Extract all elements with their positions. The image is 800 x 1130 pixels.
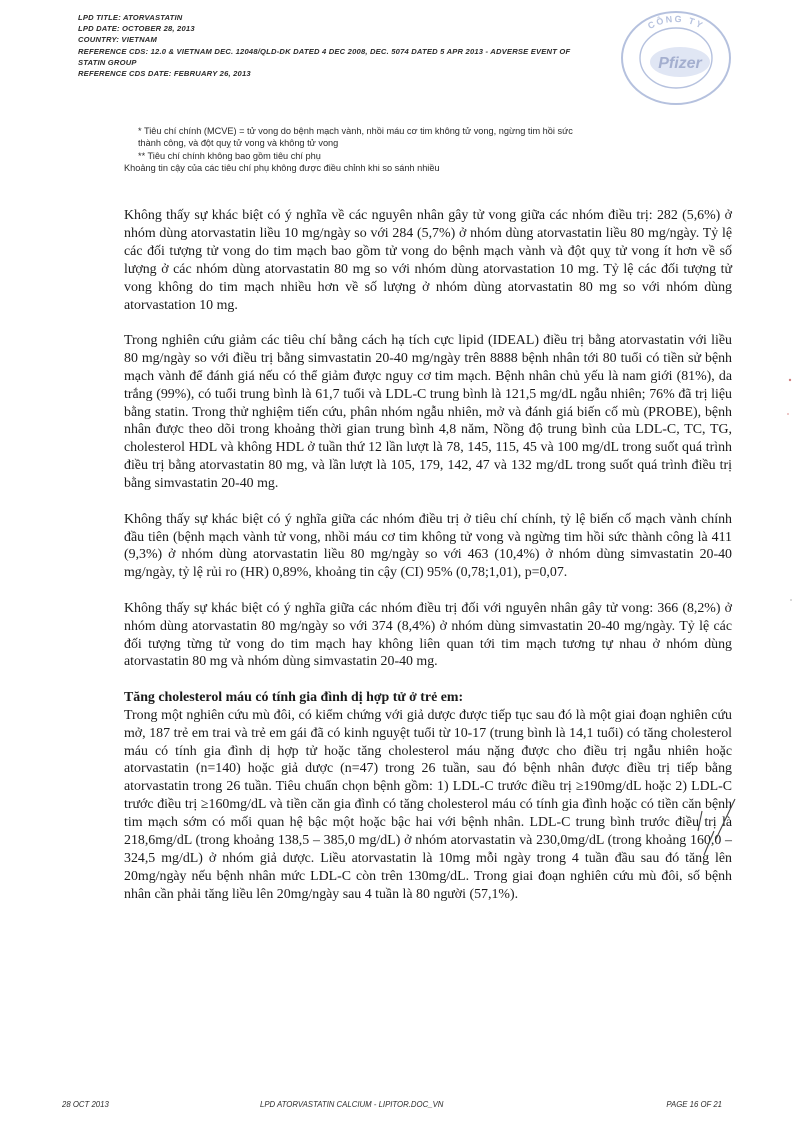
footnote-primary-endpoint-cont: thành công, và đột quỵ tử vong và không tử vong — [138, 138, 339, 149]
footnote-primary-endpoint: * Tiêu chí chính (MCVE) = tử vong do bệnh mạch vành, nhồi máu cơ tim không tử vong, ngừng tim hồi sức — [138, 126, 573, 136]
svg-text:Pfizer: Pfizer — [658, 55, 702, 72]
footer-date: 28 OCT 2013 — [62, 1100, 109, 1109]
header-reference-date: REFERENCE CDS DATE: FEBRUARY 26, 2013 — [78, 69, 251, 79]
paragraph-mortality: Không thấy sự khác biệt có ý nghĩa về các nguyên nhân gây tử vong giữa các nhóm điều trị: 282 (5,6%) ở nhóm dùng atorvastatin liều 10 mg/ngày so với 284 (5,7%) ở nhóm dùng atorvastatin liều 80 mg/ngày. Tỷ lệ các đối tượng tử vong do tim mạch bao gồm tử vong do bệnh mạch vành và đột quỵ tử vong ít hơn về số lượng ở các nhóm dùng atorvastatin 80 mg so với nhóm dùng atorvastation 10 mg. Tỷ lệ các đối tượng tử vong không do tim mạch nhiều hơn về số lượng ở nhóm dùng atorvastatin 80 mg so với nhóm dùng atorvastation 10 mg. — [124, 208, 732, 313]
header-reference: REFERENCE CDS: 12.0 & VIETNAM DEC. 12048/QLD-DK DATED 4 DEC 2008, DEC. 5074 DATED 5 APR 2013 - ADVERSE EVENT OF — [78, 46, 571, 56]
header-date: LPD DATE: OCTOBER 28, 2013 — [78, 24, 195, 34]
margin-specks — [784, 370, 796, 620]
table-footnotes — [124, 125, 724, 174]
company-seal-stamp — [598, 2, 738, 106]
paragraph-ideal-study: Trong nghiên cứu giảm các tiêu chí bằng cách hạ tích cực lipid (IDEAL) điều trị bằng atorvastatin với liều 80 mg/ngày so với điều trị bằng simvastatin 20-40 mg/ngày trên 8888 bệnh nhân tới 80 tuổi có tiền sử bệnh mạch vành để đánh giá nếu có thể giảm được nguy cơ tim mạch. Bệnh nhân chủ yếu là nam giới (81%), da trắng (99%), có tuổi trung bình là 61,7 tuổi và LDL-C trung bình là 121,5 mg/dL ngẫu nhiên; 76% đã trị liệu bằng statin. Trong thử nghiệm tiến cứu, phân nhóm ngẫu nhiên, mở và đánh giá biến cố mù (PROBE), bệnh nhân được theo dõi trong khoảng thời gian trung bình 4,8 năm, Nồng độ trung bình của LDL-C, TC, TG, cholesterol HDL và không HDL ở tuần thứ 12 lần lượt là 78, 145, 115, 45 và 100 mg/dL trong suốt quá trình điều trị bằng atorvastatin 80 mg, và lần lượt là 105, 179, 142, 47 và 132 mg/dL trong suốt quá trình điều trị bằng simvastatin 20-40 mg. — [124, 332, 732, 492]
paragraph-cause-of-death: Không thấy sự khác biệt có ý nghĩa giữa các nhóm điều trị đối với nguyên nhân gây tử vong: 366 (8,2%) ở nhóm dùng atorvastatin 80 mg/ngày so với 374 (8,4%) ở nhóm dùng simvastatin 20-40 mg/ngày. Tỷ lệ các đối tượng từng tử vong do tim mạch hay không liên quan tới tim mạch tương tự nhau ở nhóm dùng atorvastatin 80 mg và nhóm dùng simvastatin 20-40 mg. — [124, 600, 732, 670]
svg-text:CÔNG TY: CÔNG TY — [646, 13, 706, 32]
section-heading: Tăng cholesterol máu có tính gia đình dị hợp tử ở trẻ em: — [124, 689, 464, 705]
footnote-confidence-interval: Khoảng tin cậy của các tiêu chí phụ không được điều chỉnh khi so sánh nhiều — [124, 162, 440, 173]
paragraph-pediatric-study: Trong một nghiên cứu mù đôi, có kiểm chứng với giả dược được tiếp tục sau đó là một giai đoạn nghiên cứu mở, 187 trẻ em trai và trẻ em gái đã có kinh nguyệt tuổi từ 10-17 (trung bình là 14,1 tuổi) có tăng cholesterol máu có tính gia đình dị hợp tử hoặc tăng cholesterol máu nặng được cho điều trị ngẫu nhiên hoặc atorvastatin (n=140) hoặc giả dược (n=47) trong 26 tuần, sau đó bệnh nhân được điều trị tiếp bằng atorvastatin trong 26 tuần. Tiêu chuẩn chọn bệnh gồm: 1) LDL-C trước điều trị ≥190mg/dL hoặc 2) LDL-C trước điều trị ≥160mg/dL và tiền căn gia đình có tăng cholesterol máu có tính gia đình hoặc có tiền căn bệnh tim mạch sớm có mối quan hệ bậc một hoặc bậc hai với bệnh nhân. LDL-C trung bình trước điều trị là 218,6mg/dL (trong khoảng 138,5 – 385,0 mg/dL) ở nhóm atorvastatin và 230,0mg/dL (trong khoảng 160,0 – 324,5 mg/dL) ở nhóm giả dược. Liều atorvastatin là 10mg mỗi ngày trong 4 tuần đầu sau đó tăng lên 20mg/ngày nếu bệnh nhân mức LDL-C còn trên 130mg/dL. Trong giai đoạn nghiên cứu mù đôi, số bệnh nhân cần phải tăng liều lên 20mg/ngày sau 4 tuần là 80 người (57,1%). — [124, 707, 732, 902]
header-reference-cont: STATIN GROUP — [78, 57, 137, 67]
footer-page-number: PAGE 16 OF 21 — [666, 1100, 722, 1109]
header-country: COUNTRY: VIETNAM — [78, 35, 157, 45]
handwritten-mark — [640, 795, 750, 875]
header-title: LPD TITLE: ATORVASTATIN — [78, 13, 183, 22]
paragraph-primary-endpoint: Không thấy sự khác biệt có ý nghĩa giữa các nhóm điều trị ở tiêu chí chính, tỷ lệ biến cố mạch vành chính đầu tiên (bệnh mạch vành tử vong, nhồi máu cơ tim không tử vong và ngừng tim hồi sức thành công là 411 (9,3%) ở nhóm dùng atorvastatin liều 80 mg/ngày so với 463 (10,4%) ở nhóm dùng simvastatin 20-40 mg/ngày, tỷ lệ rủi ro (HR) 0,89%, khoảng tin cậy (CI) 95% (0,78;1,01), p=0,07. — [124, 511, 732, 581]
document-footer — [62, 1100, 722, 1114]
footnote-secondary-endpoint: ** Tiêu chí chính không bao gồm tiêu chí phụ — [138, 150, 321, 161]
footer-filename: LPD ATORVASTATIN CALCIUM - LIPITOR.DOC_VN — [260, 1100, 444, 1109]
